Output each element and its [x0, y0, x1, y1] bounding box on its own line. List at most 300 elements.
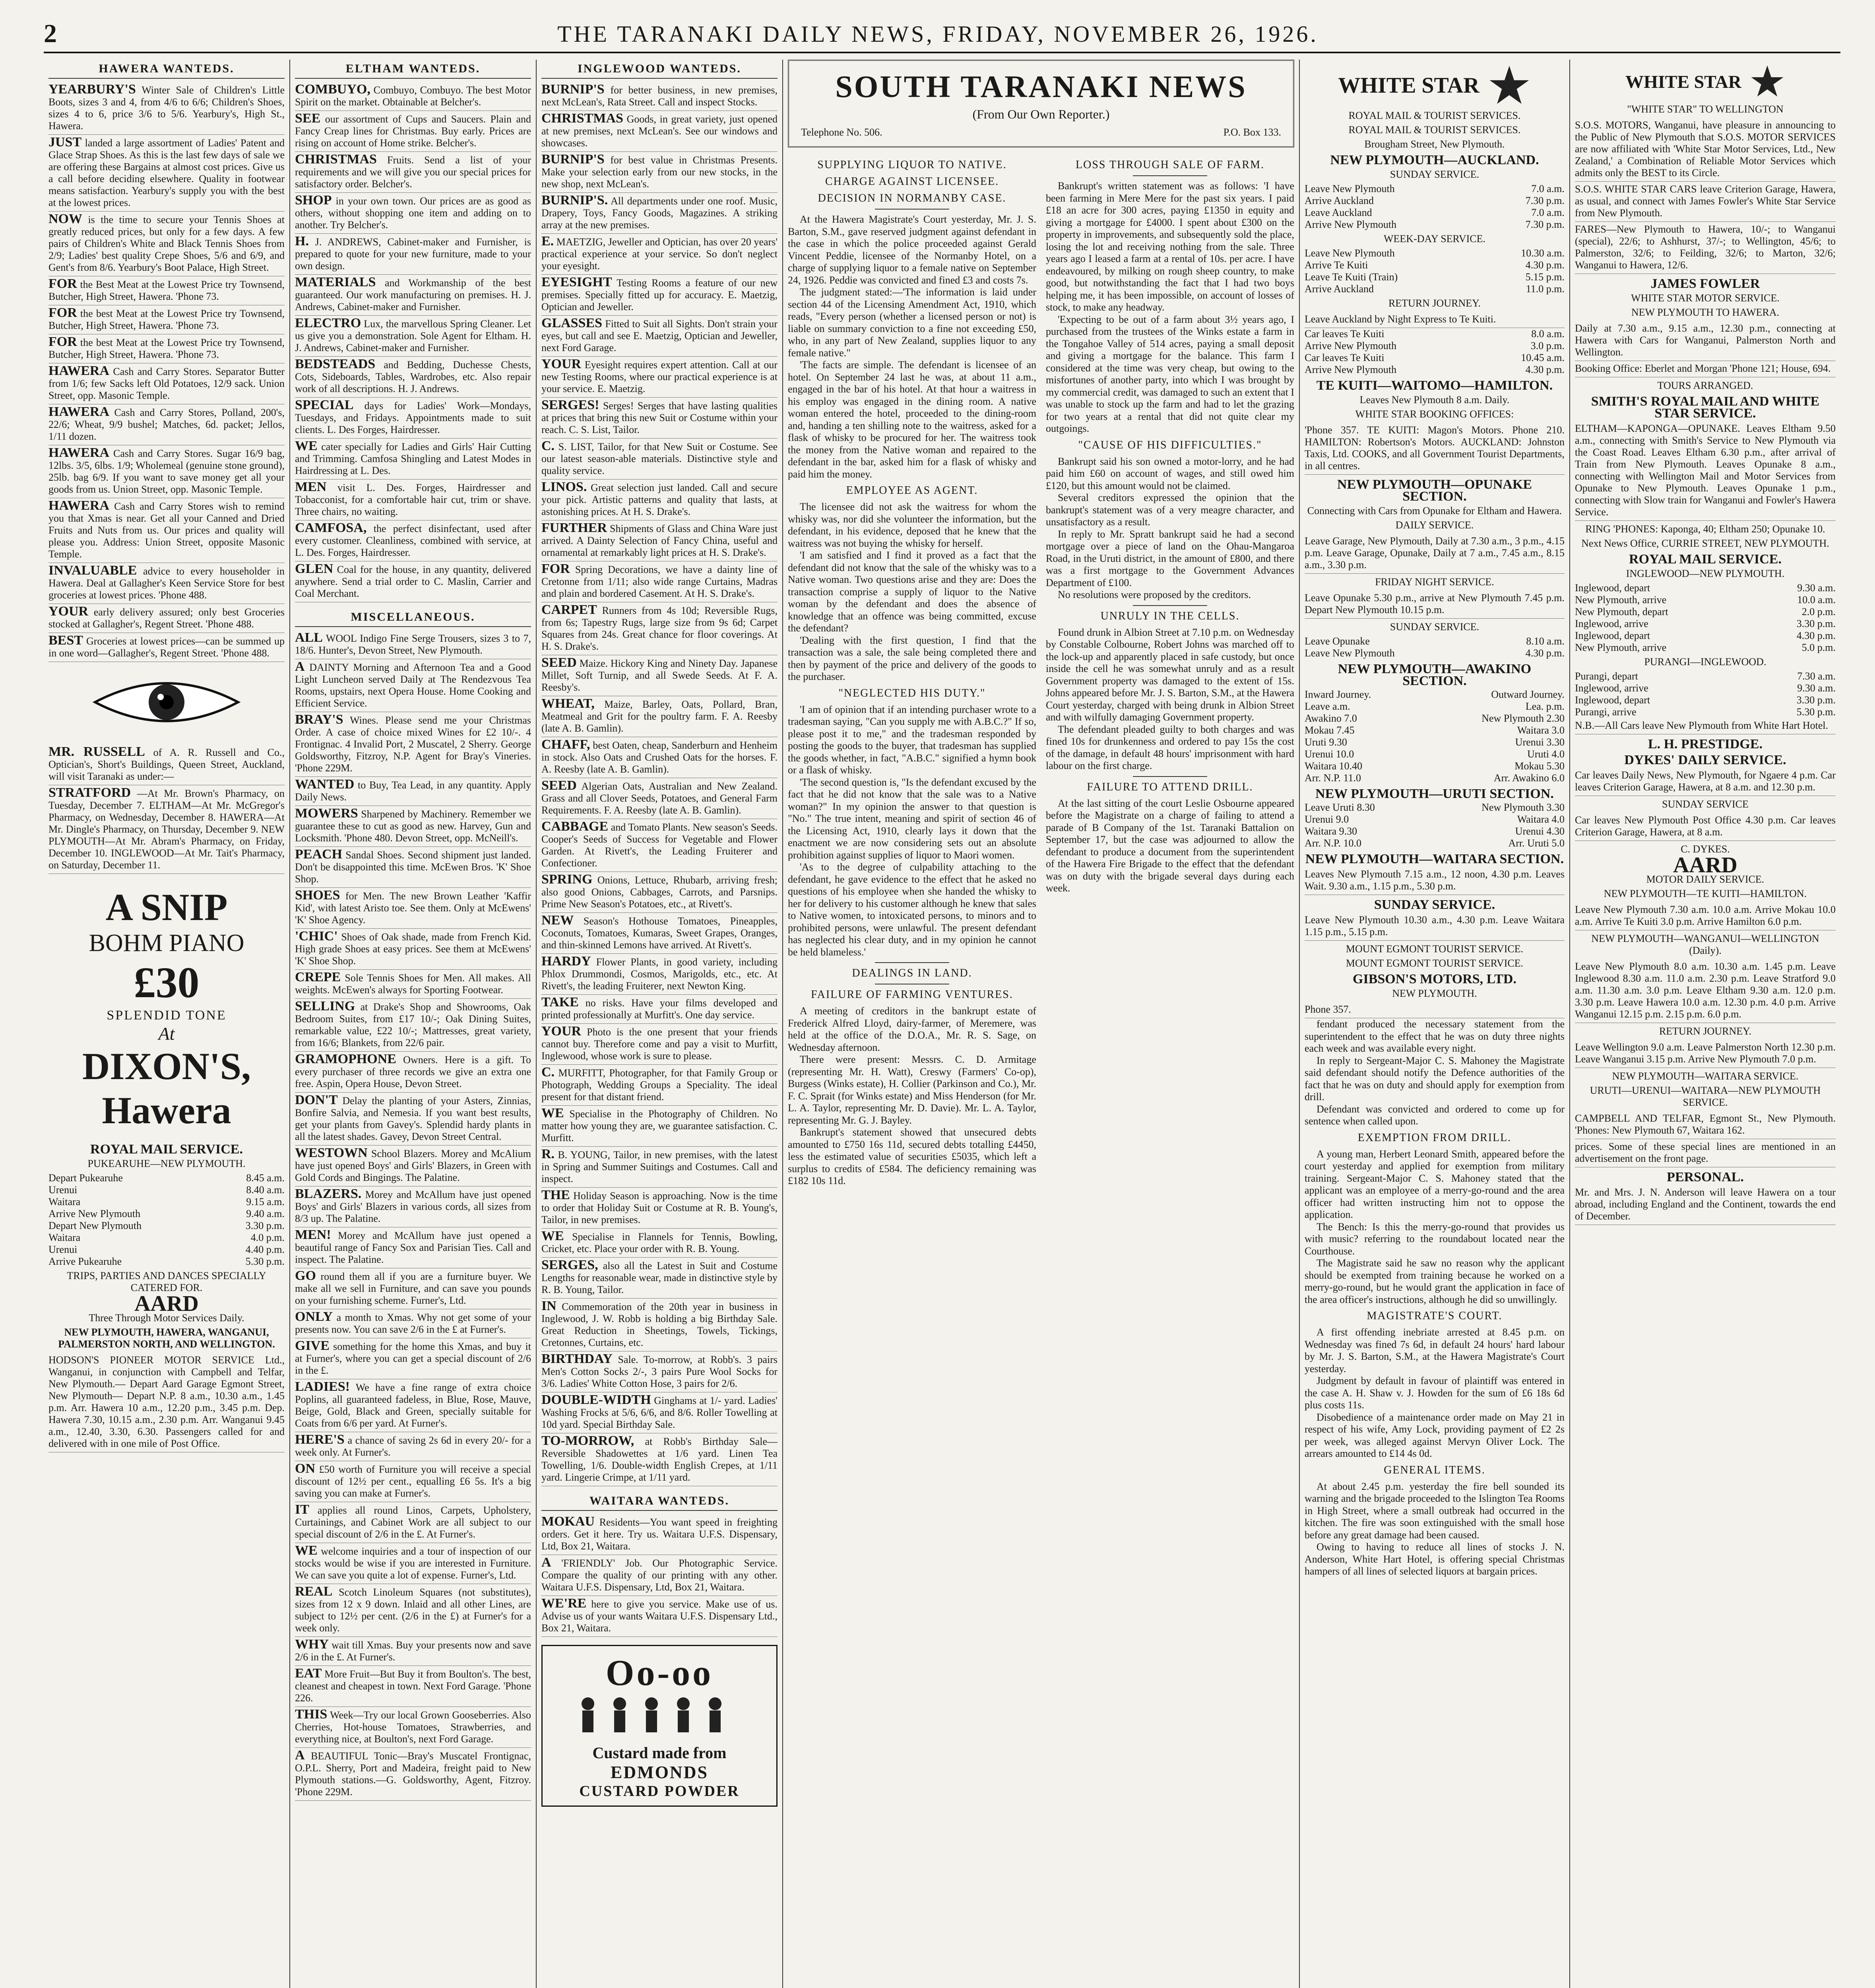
timetable-header [1305, 689, 1565, 701]
timetable-cell: Arrive New Plymouth [48, 1208, 141, 1219]
timetable-row [1305, 340, 1565, 352]
classified-ad [48, 276, 285, 305]
ad-lead-word: FOR [48, 276, 77, 291]
timetable-cell: Awakino 7.0 [1305, 712, 1357, 724]
article-headline: CHARGE AGAINST LICENSEE. [825, 175, 999, 188]
article-headline: GENERAL ITEMS. [1384, 1464, 1485, 1476]
article-paragraph: 'The second question is, "Is the defendant excused by the fact that he did not know that the sale was to a Native woman?" In my opinion the answer to that question is "No." The true intent, meaning and spirit of section 46 of the Licensing Act, 1910, clearly lays it down that the enactment we are now considering sets out an absolute prohibition against supplies of liquor to Maori women. [788, 776, 1036, 861]
ad-text: Week—Try our local Grown Gooseberries. Also Cherries, Hot-house Tomatoes, Strawberries, and everything nice, at Boulton's, next Ford Garage. [295, 1709, 531, 1745]
timetable-subtitle: NEW PLYMOUTH—WANGANUI—WELLINGTON (Daily). [1591, 933, 1819, 956]
timetable-cell: Arr. N.P. 11.0 [1305, 772, 1361, 784]
timetable-title: SUNDAY SERVICE. [1374, 897, 1495, 912]
custard-headline: Oo-oo [605, 1652, 714, 1693]
timetable-cell: 10.0 a.m. [1797, 594, 1836, 606]
timetable-cell: Waitara 10.40 [1305, 760, 1363, 772]
ad-text: Sandal Shoes. Second shipment just landed. Don't be disappointed this time. McEwen Bros. 'K' Shoe Shop. [295, 849, 531, 885]
timetable-cell: Waitara 4.0 [1517, 813, 1565, 825]
ad-lead-word: HAWERA [48, 445, 110, 460]
ad-lead-word: A [295, 659, 305, 674]
ad-lead-word: BURNIP'S [541, 82, 605, 97]
ad-text: £50 worth of Furniture you will receive a special discount of 12½ per cent., equalling £6 5s. It's a big saving you can make at Furner's. [295, 1464, 531, 1499]
rule-divider [875, 209, 950, 210]
ad-text: Morey and McAllum have just opened Boys' and Girls' Blazers in various cords, all sizes from 8/3 up. The Palatine. [295, 1189, 531, 1224]
article-paragraph: In reply to Sergeant-Major C. S. Mahoney the Magistrate said defendant should notify the Defence authorities of the fact that he was on duty and should apply for exemption from drill. [1305, 1054, 1565, 1103]
timetable-cell: New Plymouth, arrive [1575, 594, 1667, 606]
ad-lead-word: BEST [48, 633, 83, 648]
ad-text: Great selection just landed. Call and secure your pick. Artistic patterns and quality that lasts, at astonishing prices. At H. S. Drake's. [541, 482, 778, 517]
timetable-row [1575, 694, 1836, 706]
timetable-subtitle: PURANGI—INGLEWOOD. [1644, 656, 1766, 668]
piano-advert [48, 885, 285, 1132]
classified-ad [48, 744, 285, 785]
ad-lead-word: WESTOWN [295, 1145, 368, 1160]
ad-lead-word: BURNIP'S [541, 152, 605, 167]
classified-ad [295, 1432, 531, 1461]
ad-lead-word: ON [295, 1461, 315, 1476]
timetable-row [48, 1256, 285, 1268]
ad-lead-word: GIVE [295, 1338, 330, 1353]
ad-text: is the time to secure your Tennis Shoes at greatly reduced prices, but only for a few days. A few pairs of Children's White and Black Tennis Shoes from 2/9; Ladies' best quality Crepe Shoes, 5/6 and 6/9, and Gent's from 8/6. Yearbury's Boot Palace, High Street. [48, 214, 285, 273]
classified-ad [541, 152, 778, 193]
ad-text: Sharpened by Machinery. Remember we guarantee these to cut as good as new. Harvey, Gun and Locksmith. 'Phone 480. Devon Street, opp. McNeill's. [295, 808, 531, 844]
timetable-subtitle: MOTOR DAILY SERVICE. [1646, 874, 1764, 885]
timetable-cell: Arrive Pukearuhe [48, 1256, 122, 1267]
ad-lead-word: COMBUYO, [295, 82, 370, 97]
classified-list [48, 82, 285, 662]
ad-lead-word: YOUR [48, 604, 89, 619]
ad-text: Specialise in the Photography of Children. No matter how young they are, we guarantee satisfaction. C. Murfitt. [541, 1108, 778, 1143]
ad-text: School Blazers. Morey and McAlium have just opened Boys' and Girls' Blazers, in Green with Gold Cords and Bingings. The Palatine. [295, 1148, 531, 1183]
classified-ad [295, 1309, 531, 1338]
timetable-subtitle: URUTI—URENUI—WAITARA—NEW PLYMOUTH SERVICE. [1590, 1085, 1821, 1108]
ad-lead-word: BURNIP'S. [541, 193, 608, 208]
timetable-subtitle: SUNDAY SERVICE. [1390, 169, 1479, 180]
ad-text: at Drake's Shop and Showrooms, Oak Bedroom Suites, from £17 10/-; Oak Dining Suites, remarkable value, £22 10/-; Mattresses, great variety, from 16/6; Blankets, from 22/6 pair. [295, 1001, 531, 1048]
column-inglewood [537, 60, 783, 1988]
classified-ad [295, 520, 531, 561]
ad-lead-word: GRAMOPHONE [295, 1052, 396, 1066]
ad-text: Combuyo, Combuyo. The best Motor Spirit on the market. Obtainable at Belcher's. [295, 84, 531, 108]
ad-lead-word: SERGES, [541, 1258, 598, 1272]
ad-lead-word: HAWERA [48, 498, 110, 513]
classified-ad [541, 1147, 778, 1188]
timetable-cell: 9.30 a.m. [1797, 582, 1836, 594]
timetable-cell: Lea. p.m. [1525, 701, 1565, 712]
ad-text: Shipments of Glass and China Ware just arrived. A Dainty Selection of Fancy China, useful and ornamental at remarkably light prices at H. S. Drake's. [541, 523, 778, 558]
classified-ad [295, 888, 531, 929]
timetable-title: SMITH'S ROYAL MAIL AND WHITE STAR SERVICE. [1591, 394, 1820, 421]
classified-ad [541, 1065, 778, 1106]
classified-ad [295, 1338, 531, 1379]
timetable-cell: Waitara [48, 1196, 81, 1208]
ad-lead-word: SELLING [295, 999, 355, 1013]
timetable-cell: 7.30 p.m. [1525, 195, 1565, 206]
timetable-subtitle: SUNDAY SERVICE. [1390, 621, 1479, 633]
timetable-row [1305, 724, 1565, 736]
article-headline: MAGISTRATE'S COURT. [1367, 1310, 1503, 1322]
ad-lead-word: NOW [48, 212, 82, 226]
timetable-cell: Arr. Awakino 6.0 [1493, 772, 1565, 784]
article-paragraph: Found drunk in Albion Street at 7.10 p.m. on Wednesday by Constable Colbourne, Robert Johns was marched off to the lock-up and apparently placed in safe custody, but once inside the cell he was somewhat unruly and as a result Government property was damaged to the extent of 15s. Johns appeared before Mr. J. S. Barton, S.M., at the Hawera Court yesterday, charged with being drunk in Albion Street and with wilfully damaging Government property. [1046, 626, 1294, 723]
ad-lead-word: SERGES! [541, 398, 599, 412]
south-taranaki-nameplate [788, 60, 1294, 148]
classified-ad [541, 1106, 778, 1147]
timetable-note: S.O.S. MOTORS, Wanganui, have pleasure in announcing to the Public of New Plymouth that S.O.S. MOTOR SERVICES are now affiliated with 'White Star Motor Services, Ltd., New Zealand,' a Combination of Reliable Motor Services which admits only the BEST to its Circle. [1575, 118, 1836, 182]
timetable-row [1305, 364, 1565, 376]
classified-ad [541, 696, 778, 737]
classified-ad [48, 404, 285, 445]
classified-ad [541, 1024, 778, 1065]
classified-ad [295, 111, 531, 152]
timetable-cell: 7.0 a.m. [1531, 207, 1565, 218]
ad-text: Owners. Here is a gift. To every purchaser of three records we give an extra one free. Aspin, Opera House, Devon Street. [295, 1054, 531, 1089]
timetable-cell: Arrive Te Kuiti [1305, 259, 1368, 271]
timetable-note: Booking Office: Eberlet and Morgan 'Phone 121; House, 694. [1575, 361, 1836, 377]
ad-text: Maize. Hickory King and Ninety Day. Japanese Millet, Soft Turnip, and all Swede Seeds. At F. A. Reesby's. [541, 658, 778, 693]
classified-list [541, 1514, 778, 1637]
classified-ad [295, 712, 531, 777]
ad-text: Fruits. Send a list of your requirements and we will give you our special prices for satisfactory order. Belcher's. [295, 154, 531, 190]
timetable-cell: New Plymouth, arrive [1575, 642, 1667, 653]
ad-text: BEAUTIFUL Tonic—Bray's Muscatel Frontignac, O.P.L. Sherry, Port and Madeira, freight paid to New Plymouth stations.—G. Goldsworthy, Agent, Fitzroy. 'Phone 229M. [295, 1750, 531, 1798]
timetable-cell: Inward Journey. [1305, 689, 1371, 700]
timetable-row [1305, 195, 1565, 207]
ad-lead-word: CARPET [541, 602, 597, 617]
classified-ad [295, 1379, 531, 1432]
white-star-title: WHITE STAR [1625, 71, 1741, 92]
classified-ad [541, 655, 778, 696]
classified-ad [541, 778, 778, 819]
ad-text: B. YOUNG, Tailor, in new premises, with the latest in Spring and Summer Suitings and Costumes. Call and inspect. [541, 1149, 778, 1184]
ad-lead-word: MEN [295, 480, 327, 494]
ad-text: for Men. The new Brown Leather 'Kaffir Kid', with latest Aristo toe. See them. Only at McEwens' 'K' Shoe Agency. [295, 890, 531, 926]
timetable-subtitle: NEW PLYMOUTH TO HAWERA. [1631, 307, 1780, 318]
timetable-cell: Depart New Plymouth [48, 1220, 142, 1231]
timetable-title: DYKES' DAILY SERVICE. [1624, 753, 1786, 767]
ad-lead-word: CAMFOSA, [295, 520, 367, 535]
article-paragraph: Disobedience of a maintenance order made on May 21 in respect of his wife, Amy Lock, providing payment of £2 2s per week, was alleged against Mervyn Oliver Lock. The arrears amounted to £14 4s 0d. [1305, 1411, 1565, 1459]
timetable-cell: Urenui 10.0 [1305, 748, 1354, 760]
timetable-subtitle: RETURN JOURNEY. [1388, 297, 1481, 309]
ad-lead-word: DON'T [295, 1093, 338, 1107]
classified-ad [295, 1461, 531, 1502]
classified-ad [295, 1502, 531, 1543]
ad-text: Algerian Oats, Australian and New Zealand. Grass and all Clover Seeds, Potatoes, and General Farm Requirements. F. A. Reesby (late A. B. Gamlin). [541, 780, 778, 816]
timetable-cell: 8.10 a.m. [1526, 635, 1565, 647]
ad-lead-word: MOKAU [541, 1514, 595, 1529]
timetable-cell: Urenui [48, 1184, 78, 1196]
timetable-subtitle: Next News Office, CURRIE STREET, NEW PLYMOUTH. [1581, 538, 1829, 549]
timetable-cell: Mokau 7.45 [1305, 724, 1355, 736]
timetable-cell: 4.40 p.m. [245, 1244, 285, 1255]
timetable-row [1305, 736, 1565, 748]
ad-lead-word: JUST [48, 135, 82, 149]
classified-list [541, 82, 778, 1486]
ad-lead-word: HERE'S [295, 1432, 345, 1447]
ad-lead-word: YEARBURY'S [48, 82, 136, 97]
classified-ad [48, 82, 285, 135]
timetable-subtitle: "WHITE STAR" TO WELLINGTON [1627, 103, 1784, 115]
classified-list [295, 630, 531, 1801]
ad-lead-word: MATERIALS [295, 275, 376, 289]
timetable-row [1305, 748, 1565, 760]
article-bankruptcy [1046, 155, 1294, 1187]
classified-ad [295, 1268, 531, 1309]
ad-text: Winter Sale of Children's Little Boots, sizes 3 and 4, from 4/6 to 6/6; Children's Shoes, sizes 4 to 6, price 3/6 to 5/6. Yearbury's, High St., Hawera. [48, 84, 285, 132]
section-byline: (From Our Own Reporter.) [972, 107, 1110, 121]
article-headline: EXEMPTION FROM DRILL. [1357, 1131, 1512, 1144]
timetable-cell: 8.0 a.m. [1531, 328, 1565, 340]
rule-divider [1133, 605, 1208, 606]
ad-text: Groceries at lowest prices—can be summed up in one word—Gallagher's, Regent Street. 'Phone 488. [48, 635, 285, 659]
timetable-row [1305, 271, 1565, 283]
timetable-row [1305, 825, 1565, 837]
timetable-cell: Leave New Plymouth [1305, 647, 1395, 659]
timetable-row [1305, 283, 1565, 295]
ad-lead-word: GLASSES [541, 316, 603, 330]
classified-ad [295, 999, 531, 1052]
timetable-row [48, 1196, 285, 1208]
article-paragraph: 'Expecting to be out of a farm about 3½ years ago, I purchased from the trustees of the Winks estate a farm in the Tongahoe Valley of 514 acres, paying a small deposit and giving a mortgage for the balance. This farm I considered at the time was very cheap, but owing to the misfortunes of another party, into which I was brought by my commercial credit, was damaged to such an extent that I was unable to stock up the farm and had to let the grazing for two years at a rental that did not quite clear my outgoings. [1046, 313, 1294, 434]
ad-text: a chance of saving 2s 6d in every 20/- for a week only. At Furner's. [295, 1435, 531, 1458]
timetable-subtitle: DAILY SERVICE. [1395, 519, 1474, 531]
timetable-cell: Inglewood, depart [1575, 630, 1650, 641]
article-paragraph: Bankrupt's written statement was as follows: 'I have been farming in Mere Mere for the past six years. I paid £18 an acre for 300 acres, paying £1350 in equity and giving a mortgage for £4000. I spent about £300 on the property in improvements, and subsequently sold the place, losing the lot and receiving nothing from the sale. Three years ago I leased a farm at a rental of 10s. per acre. I have endeavoured, by milking on rough sheep country, to make good, but notwithstanding the fact that I had two boys helping me, it has been impossible, on account of losses of stock, to make any headway. [1046, 180, 1294, 313]
classified-ad [541, 111, 778, 152]
classified-ad [541, 234, 778, 275]
classified-ad [48, 604, 285, 633]
timetable-row [1305, 701, 1565, 712]
ad-lead-word: EYESIGHT [541, 275, 612, 289]
timetable-cell: Arrive Auckland [1305, 195, 1374, 206]
piano-tone: SPLENDID TONE [107, 1008, 227, 1023]
ad-text: cater specially for Ladies and Girls' Hair Cutting and Trimming. Camfosa Shingling and Latest Modes in Hairdressing at L. Des. [295, 441, 531, 476]
column-motor-services [1570, 60, 1840, 1988]
timetable-note: Leave Opunake 5.30 p.m., arrive at New Plymouth 7.45 p.m. Depart New Plymouth 10.15 p.m. [1305, 590, 1565, 619]
classified-ad [541, 1188, 778, 1229]
custard-advert [541, 1645, 778, 1807]
timetable-row [1305, 647, 1565, 659]
article-liquor-case [788, 155, 1036, 1187]
timetable-subtitle: MOUNT EGMONT TOURIST SERVICE. [1346, 957, 1524, 969]
timetable-cell: 5.30 p.m. [1796, 706, 1836, 718]
piano-seller: DIXON'S, Hawera [82, 1045, 251, 1132]
timetable-row [1575, 630, 1836, 642]
ad-text: advice to every householder in Hawera. Deal at Gallagher's Keen Service Store for best groceries at lowest prices. 'Phone 488. [48, 565, 285, 601]
ad-text: Scotch Linoleum Squares (not substitutes), sizes from 12 x 9 down. Inlaid and all other Lines, are subject to 12½ per cent. (2/6 in the £) at Furner's for a week only. [295, 1586, 531, 1634]
article-paragraph: Owing to having to reduce all lines of stocks J. N. Anderson, White Hart Hotel, is offering special Christmas hampers of all lines of selected liquors at bargain prices. [1305, 1541, 1565, 1577]
timetable-row [1305, 352, 1565, 364]
royal-mail-timetable [48, 1143, 285, 1294]
timetable-cell: Inglewood, depart [1575, 582, 1650, 594]
timetable-row [1305, 802, 1565, 813]
timetable-cell: Inglewood, arrive [1575, 682, 1648, 694]
timetable-cell: Car leaves Te Kuiti [1305, 352, 1384, 363]
timetable-rows [48, 1172, 285, 1268]
timetable-note: Phone 357. [1305, 1002, 1565, 1018]
timetable-row [1305, 837, 1565, 849]
classified-ad [295, 1707, 531, 1748]
article-subheading: "CAUSE OF HIS DIFFICULTIES." [1078, 439, 1262, 451]
timetable-cell: Leave Opunake [1305, 635, 1370, 647]
ad-text: S. LIST, Tailor, for that New Suit or Costume. See our latest season-able materials. Distinctive style and quality service. [541, 441, 778, 476]
classified-ad [48, 363, 285, 404]
classified-ad [541, 872, 778, 913]
ad-lead-word: FOR [541, 561, 570, 576]
ad-lead-word: SPRING [541, 872, 593, 887]
ad-lead-word: FURTHER [541, 520, 607, 535]
ad-text: DAINTY Morning and Afternoon Tea and a Good Light Luncheon served Daily at The Rendezvous Tea Rooms, upstairs, next Opera House. Home Cooking and Efficient Service. [295, 662, 531, 709]
timetable-note: S.O.S. WHITE STAR CARS leave Criterion Garage, Hawera, as usual, and connect with James Fowler's White Star Service from New Plymouth. [1575, 182, 1836, 222]
timetable-cell: Urenui 4.30 [1515, 825, 1565, 837]
classified-ad [295, 1666, 531, 1707]
classified-ad [295, 193, 531, 234]
classified-ad [541, 193, 778, 234]
ad-text: and Workmanship of the best guaranteed. Our work manufacturing on premises. H. J. Andrews, Cabinet-maker and Furnisher. [295, 277, 531, 313]
timetable-cell: Leave New Plymouth [1305, 183, 1395, 194]
ad-lead-word: CHRISTMAS [541, 111, 623, 126]
ad-lead-word: INVALUABLE [48, 563, 137, 578]
ad-text: More Fruit—But Buy it from Boulton's. The best, cleanest and cheapest in town. Next Ford Garage. 'Phone 226. [295, 1668, 531, 1704]
timetable-row [48, 1244, 285, 1256]
rule-divider [875, 962, 950, 963]
timetable-cell: 9.40 a.m. [246, 1208, 285, 1219]
timetable-cell: Waitara 3.0 [1517, 724, 1565, 736]
classified-ad [295, 1584, 531, 1637]
ad-text: Specialise in Flannels for Tennis, Bowling, Cricket, etc. Place your order with R. B. Young. [541, 1231, 778, 1254]
article-paragraph: No resolutions were proposed by the creditors. [1058, 589, 1251, 600]
classified-list [295, 82, 531, 602]
aard-title: AARD [134, 1291, 199, 1316]
timetable-subtitle: FRIDAY NIGHT SERVICE. [1375, 576, 1494, 588]
ad-text: for better business, in new premises, next McLean's, Rata Street. Call and inspect Stocks. [541, 84, 778, 108]
timetable-cell: Uruti 9.30 [1305, 736, 1347, 748]
classified-ad [295, 561, 531, 602]
ad-text: Runners from 4s 10d; Reversible Rugs, from 6s; Tapestry Rugs, large size from 9s 6d; Carpet Squares from 24s. Great chance for floor coverings. At H. S. Drake's. [541, 605, 778, 652]
ad-lead-word: SHOES [295, 888, 340, 903]
classified-ad [541, 954, 778, 995]
ad-text: Morey and McAllum have just opened a beautiful range of Fancy Sox and Parisian Ties. Call and inspect. The Palatine. [295, 1230, 531, 1265]
timetable-cell: Arr. N.P. 10.0 [1305, 837, 1362, 849]
ad-lead-word: SEED [541, 655, 577, 670]
timetable-cell: Purangi, arrive [1575, 706, 1637, 718]
timetable-row [1305, 813, 1565, 825]
ad-text: Season's Hothouse Tomatoes, Pineapples, Coconuts, Tomatoes, Kumaras, Sweet Grapes, Oranges, and thin-skinned Lemons have arrived. At Rivett's. [541, 915, 778, 951]
ad-lead-word: YOUR [541, 1024, 582, 1039]
ad-lead-word: WHY [295, 1637, 329, 1652]
classified-ad [541, 520, 778, 561]
timetable-row [1305, 712, 1565, 724]
classified-ad [48, 563, 285, 604]
timetable-note: prices. Some of these special lines are mentioned in an advertisement on the front page. [1575, 1139, 1836, 1167]
ad-lead-word: LINOS. [541, 480, 587, 494]
timetable-cell: 4.30 p.m. [1525, 259, 1565, 271]
ad-lead-word: CHAFF, [541, 737, 590, 752]
timetable-cell: Outward Journey. [1491, 689, 1565, 700]
article-paragraph: A meeting of creditors in the bankrupt estate of Frederick Alfred Lloyd, dairy-farmer, of Meremere, was held at the office of the D.O.A., Mr. R. S. Sage, on Wednesday afternoon. [788, 1005, 1036, 1053]
classified-ad [48, 445, 285, 498]
classified-ad [541, 1229, 778, 1258]
classified-ad [541, 1514, 778, 1555]
timetable-subtitle: NEW PLYMOUTH—WAITARA SERVICE. [1612, 1070, 1799, 1082]
timetable-row [1575, 706, 1836, 718]
ad-text: J. ANDREWS, Cabinet-maker and Furnisher, is prepared to quote for your new furniture, made to your own design. [295, 236, 531, 272]
column-white-star [1300, 60, 1570, 1988]
ad-text: to Buy, Tea Lead, in any quantity. Apply Daily News. [295, 779, 531, 803]
classified-ad [541, 357, 778, 398]
timetable-row [1575, 582, 1836, 594]
timetable-note: Leave Wellington 9.0 a.m. Leave Palmerston North 12.30 p.m. Leave Wanganui 3.15 p.m. Arrive New Plymouth 7.0 p.m. [1575, 1040, 1836, 1068]
eye-icon [91, 672, 242, 732]
timetable-row [48, 1220, 285, 1232]
timetable-cell: Depart Pukearuhe [48, 1172, 123, 1184]
article-paragraph: A first offending inebriate arrested at 8.45 p.m. on Wednesday was fined 7s 6d, in default 24 hours' hard labour by Mr. J. S. Barton, S.M., at the Hawera Magistrate's Court yesterday. [1305, 1326, 1565, 1375]
article-headline: DEALINGS IN LAND. [852, 967, 972, 979]
white-star-wellington-advert [1575, 64, 1836, 99]
ad-text: applies all round Linos, Carpets, Upholstery, Curtainings, and Cabinet Work are all subject to our special discount of 2/6 in the £. At Furner's. [295, 1505, 531, 1540]
timetable-cell: 4.30 p.m. [1525, 647, 1565, 659]
classified-ad [295, 234, 531, 275]
timetable-cell: Leave Te Kuiti (Train) [1305, 271, 1398, 283]
ad-text: Sole Tennis Shoes for Men. All makes. All weights. McEwen's always for Sporting Footwear. [295, 972, 531, 996]
classified-ad [48, 498, 285, 563]
article-headline: FAILURE TO ATTEND DRILL. [1087, 780, 1253, 793]
timetable-note: CAMPBELL AND TELFAR, Egmont St., New Plymouth. 'Phones: New Plymouth 67, Waitara 162. [1575, 1111, 1836, 1139]
ad-text: Commemoration of the 20th year in business in Inglewood, J. W. Robb is holding a big Birthday Sale. Great Reduction in Sheetings, Towels, Tickings, Cretonnes, Curtains, etc. [541, 1301, 778, 1348]
ad-text: —At Mr. Brown's Pharmacy, on Tuesday, December 7. ELTHAM—At Mr. McGregor's Pharmacy, on Wednesday, December 8. HAWERA—At Mr. Dingle's Pharmacy, on Thursday, December 9. NEW PLYMOUTH—At Mr. Abram's Pharmacy, on Friday, December 10. INGLEWOOD—At Mr. Tait's Pharmacy, on Saturday, December 11. [48, 788, 285, 871]
ad-lead-word: MR. RUSSELL [48, 744, 145, 759]
column-south-taranaki-news [783, 60, 1300, 1988]
timetable-cell: Mokau 5.30 [1514, 760, 1565, 772]
service-line: ROYAL MAIL & TOURIST SERVICES. [1348, 110, 1521, 121]
article-paragraph: A young man, Herbert Leonard Smith, appeared before the court yesterday and applied for exemption from military training. Sergeant-Major C. S. Mahoney stated that the applicant was an employee of a merry-go-round and the area officer had written instructing him not to oppose the application. [1305, 1148, 1565, 1220]
article-paragraph: Several creditors expressed the opinion that the bankrupt's statement was of a very meagre character, and unsatisfactory as a result. [1046, 492, 1294, 528]
ad-text: the best Meat at the Lowest Price try Townsend, Butcher, High Street, Hawera. 'Phone 73. [48, 337, 285, 360]
classified-ad [295, 847, 531, 888]
classified-ad [295, 1227, 531, 1268]
ad-lead-word: MOWERS [295, 806, 358, 821]
ad-lead-word: HAWERA [48, 363, 110, 378]
ad-text: Cash and Carry Stores, Polland, 200's, 22/6; Wheat, 9/9 bushel; Matches, 6d. packet; Jellos, 1/11 dozen. [48, 407, 285, 442]
timetable-subtitle: Leaves New Plymouth 8 a.m. Daily. [1359, 394, 1510, 406]
ad-lead-word: SEED [541, 778, 577, 793]
ad-lead-word: WHEAT, [541, 696, 595, 711]
timetable-cell: 3.30 p.m. [1796, 618, 1836, 629]
ad-text: Cash and Carry Stores. Separator Butter from 1/6; few Sacks left Old Potatoes, 12/9 sack. Union Street, opp. Masonic Temple. [48, 366, 285, 401]
timetable-cell: Leave Uruti 8.30 [1305, 802, 1375, 813]
timetable-cell: Car leaves Te Kuiti [1305, 328, 1384, 340]
ad-lead-word: H. [295, 234, 309, 248]
service-address: Brougham Street, New Plymouth. [1364, 138, 1505, 150]
timetable-note: 'Phone 357. TE KUITI: Magon's Motors. Phone 210. HAMILTON: Robertson's Motors. AUCKLAND: Johnston Taxis, Ltd. COOKS, and all Government Tourist Departments, in all centres. [1305, 423, 1565, 475]
timetable-subtitle: RING 'PHONES: Kaponga, 40; Eltham 250; Opunake 10. [1585, 523, 1825, 535]
ad-text: at Robb's Birthday Sale—Reversible Shadowettes at 1/6 yard. Linen Tea Towelling, 1/6. Double-width English Crepes, at 1/11 yard. Lingerie Crimpe, at 1/11 yard. [541, 1436, 778, 1483]
ad-lead-word: NEW [541, 913, 574, 928]
ad-lead-word: SHOP [295, 193, 332, 208]
ad-lead-word: THE [541, 1188, 570, 1202]
ad-text: best Oaten, cheap, Sanderburn and Henheim in stock. Also Oats and Crushed Oats for the horses. F. A. Reesby (late A. B. Gamlin). [541, 740, 778, 775]
timetable-cell: Urenui [48, 1244, 78, 1255]
timetable-cell: 7.0 a.m. [1531, 183, 1565, 194]
ad-text: WOOL Indigo Fine Serge Trousers, sizes 3 to 7, 18/6. Hunter's, Devon Street, New Plymouth. [295, 633, 531, 656]
article-paragraph: 'I am satisfied and I find it proved as a fact that the defendant did not know that the sale of the whisky was to a Native woman. Two questions arise and they are: Does the transaction comprise a supply of liquor to the Native woman by the defendant and does the absence of knowledge that an offence was being committed, excuse the defendant? [788, 549, 1036, 634]
timetable-note: Leave Garage, New Plymouth, Daily at 7.30 a.m., 3 p.m., 4.15 p.m. Leave Garage, Opunake, Daily at 7 a.m., 7.45 a.m., 8.15 a.m., 3.30 p.m. [1305, 534, 1565, 574]
timetable-cell: 4.0 p.m. [250, 1232, 285, 1243]
classified-ad [295, 1093, 531, 1145]
telephone-number: Telephone No. 506. [801, 126, 882, 138]
timetable-title: JAMES FOWLER [1650, 276, 1760, 291]
ad-text: MURFITT, Photographer, for that Family Group or Photograph, Wedding Groups a Speciality. The ideal present for that distant friend. [541, 1067, 778, 1103]
